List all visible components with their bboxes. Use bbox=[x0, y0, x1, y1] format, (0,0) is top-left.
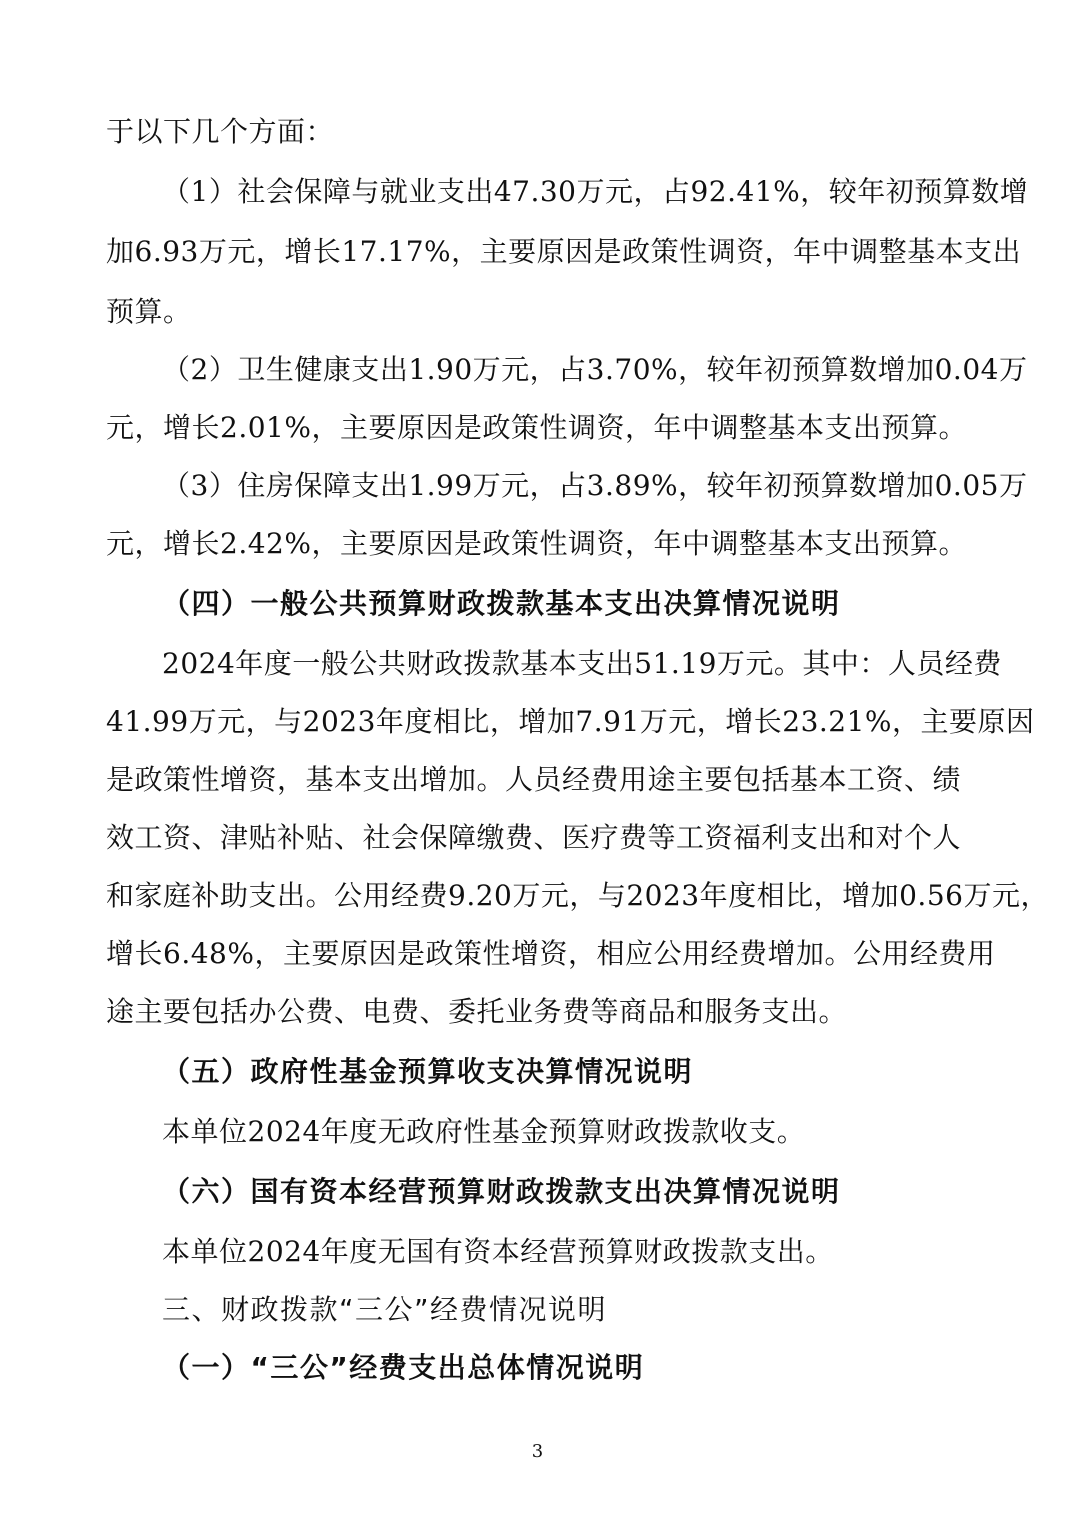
body-text-line: 本单位2024年度无政府性基金预算财政拨款收支。 bbox=[162, 1115, 806, 1148]
body-text-line: 增长6.48%，主要原因是政策性增资，相应公用经费增加。公用经费用 bbox=[106, 937, 996, 970]
body-text-line: 本单位2024年度无国有资本经营预算财政拨款支出。 bbox=[162, 1235, 834, 1268]
chapter-heading-three-public: 三、财政拨款“三公”经费情况说明 bbox=[162, 1293, 608, 1326]
page-number: 3 bbox=[531, 1441, 544, 1462]
list-item-housing: （3）住房保障支出1.99万元，占3.89%，较年初预算数增加0.05万 bbox=[162, 469, 1028, 502]
body-text-line: 效工资、津贴补贴、社会保障缴费、医疗费等工资福利支出和对个人 bbox=[106, 821, 962, 854]
body-text-line: 41.99万元，与2023年度相比，增加7.91万元，增长23.21%，主要原因 bbox=[106, 705, 1035, 738]
body-text-line: 和家庭补助支出。公用经费9.20万元，与2023年度相比，增加0.56万元， bbox=[106, 879, 1049, 912]
list-item-social-security: （1）社会保障与就业支出47.30万元，占92.41%，较年初预算数增 bbox=[162, 175, 1029, 208]
section-heading-state-capital: （六）国有资本经营预算财政拨款支出决算情况说明 bbox=[162, 1175, 841, 1208]
body-text-line: 途主要包括办公费、电费、委托业务费等商品和服务支出。 bbox=[106, 995, 848, 1028]
body-text-line: 于以下几个方面： bbox=[106, 115, 335, 148]
body-text-line: 是政策性增资，基本支出增加。人员经费用途主要包括基本工资、绩 bbox=[106, 763, 962, 796]
body-text-line: 元，增长2.01%，主要原因是政策性调资，年中调整基本支出预算。 bbox=[106, 411, 967, 444]
body-text-line: 预算。 bbox=[106, 295, 192, 328]
body-text-line: 2024年度一般公共财政拨款基本支出51.19万元。其中：人员经费 bbox=[162, 647, 1002, 680]
list-item-health: （2）卫生健康支出1.90万元，占3.70%，较年初预算数增加0.04万 bbox=[162, 353, 1028, 386]
section-heading-government-fund: （五）政府性基金预算收支决算情况说明 bbox=[162, 1055, 694, 1088]
body-text-line: 元，增长2.42%，主要原因是政策性调资，年中调整基本支出预算。 bbox=[106, 527, 967, 560]
section-heading-three-public-overall: （一）“三公”经费支出总体情况说明 bbox=[162, 1351, 645, 1384]
body-text-line: 加6.93万元，增长17.17%，主要原因是政策性调资，年中调整基本支出 bbox=[106, 235, 1022, 268]
section-heading-basic-expenditure: （四）一般公共预算财政拨款基本支出决算情况说明 bbox=[162, 587, 841, 620]
